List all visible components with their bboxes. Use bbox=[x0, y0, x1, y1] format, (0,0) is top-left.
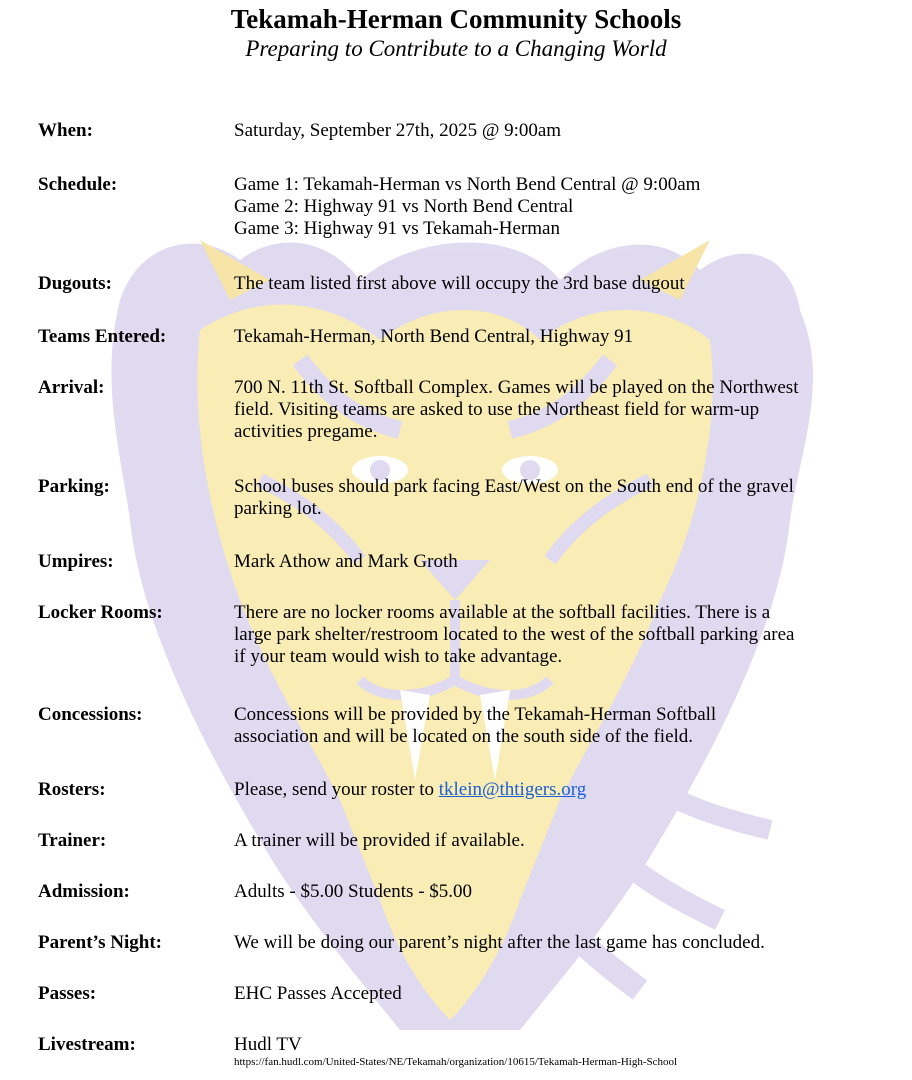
admission-value: Adults - $5.00 Students - $5.00 bbox=[234, 881, 473, 902]
admission-label: Admission: bbox=[38, 881, 130, 902]
school-motto: Preparing to Contribute to a Changing World bbox=[245, 36, 667, 61]
parking-line-1: School buses should park facing East/West on the South end of the gravel bbox=[234, 476, 794, 497]
livestream-url[interactable]: https://fan.hudl.com/United-States/NE/Tekamah/organization/10615/Tekamah-Herman-High-School bbox=[234, 1056, 678, 1068]
locker-line-1: There are no locker rooms available at the softball facilities. There is a bbox=[234, 602, 771, 623]
school-title: Tekamah-Herman Community Schools bbox=[230, 4, 682, 34]
locker-value bbox=[234, 602, 894, 668]
passes-label: Passes: bbox=[38, 983, 97, 1004]
trainer-label: Trainer: bbox=[38, 830, 107, 851]
schedule-label: Schedule: bbox=[38, 174, 118, 195]
arrival-value bbox=[234, 377, 894, 443]
locker-line-2: large park shelter/restroom located to the west of the softball parking area bbox=[234, 624, 795, 645]
concessions-line-2: association and will be located on the south side of the field. bbox=[234, 726, 694, 747]
locker-line-3: if your team would wish to take advantage. bbox=[234, 646, 563, 667]
parking-value bbox=[234, 476, 894, 520]
teams-value: Tekamah-Herman, North Bend Central, Highway 91 bbox=[234, 326, 634, 347]
when-label: When: bbox=[38, 120, 93, 141]
rosters-value bbox=[234, 779, 894, 801]
livestream-value bbox=[234, 1034, 894, 1069]
umpires-label: Umpires: bbox=[38, 551, 114, 572]
livestream-label: Livestream: bbox=[38, 1034, 136, 1055]
roster-email-link[interactable]: tklein@thtigers.org bbox=[438, 779, 587, 800]
parking-label: Parking: bbox=[38, 476, 110, 497]
teams-label: Teams Entered: bbox=[38, 326, 167, 347]
trainer-value: A trainer will be provided if available. bbox=[234, 830, 525, 851]
schedule-value bbox=[234, 174, 894, 240]
arrival-line-3: activities pregame. bbox=[234, 421, 378, 442]
rosters-text: Please, send your roster to bbox=[234, 779, 439, 800]
dugouts-label: Dugouts: bbox=[38, 273, 112, 294]
schedule-game-2: Game 2: Highway 91 vs North Bend Central bbox=[234, 196, 574, 217]
schedule-game-1: Game 1: Tekamah-Herman vs North Bend Central @ 9:00am bbox=[234, 174, 701, 195]
parents-value: We will be doing our parent’s night after the last game has concluded. bbox=[234, 932, 765, 953]
dugouts-value: The team listed first above will occupy the 3rd base dugout bbox=[234, 273, 685, 294]
rosters-label: Rosters: bbox=[38, 779, 106, 800]
parking-line-2: parking lot. bbox=[234, 498, 322, 519]
concessions-label: Concessions: bbox=[38, 704, 143, 725]
arrival-line-1: 700 N. 11th St. Softball Complex. Games will be played on the Northwest bbox=[234, 377, 799, 398]
document-header bbox=[0, 0, 912, 63]
concessions-value bbox=[234, 704, 894, 748]
arrival-label: Arrival: bbox=[38, 377, 105, 398]
when-value: Saturday, September 27th, 2025 @ 9:00am bbox=[234, 120, 562, 141]
parents-label: Parent’s Night: bbox=[38, 932, 163, 953]
umpires-value: Mark Athow and Mark Groth bbox=[234, 551, 458, 572]
livestream-service: Hudl TV bbox=[234, 1034, 302, 1055]
locker-label: Locker Rooms: bbox=[38, 602, 163, 623]
schedule-game-3: Game 3: Highway 91 vs Tekamah-Herman bbox=[234, 218, 560, 239]
passes-value: EHC Passes Accepted bbox=[234, 983, 402, 1004]
arrival-line-2: field. Visiting teams are asked to use the Northeast field for warm-up bbox=[234, 399, 760, 420]
concessions-line-1: Concessions will be provided by the Tekamah-Herman Softball bbox=[234, 704, 717, 725]
